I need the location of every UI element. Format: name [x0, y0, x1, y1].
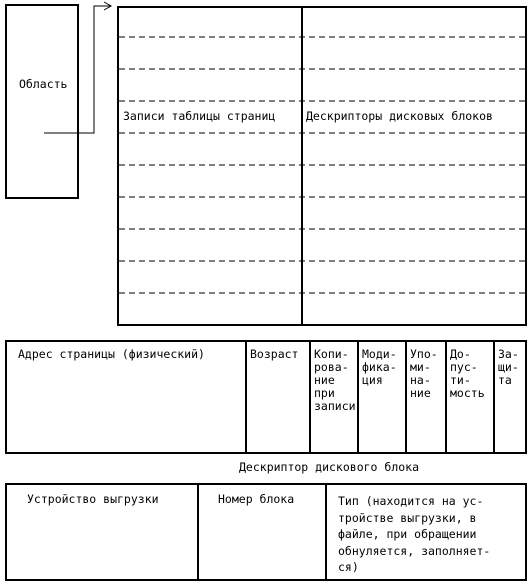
field-line: ние: [410, 386, 431, 400]
field-line: рова-: [314, 360, 349, 374]
field-type: [338, 493, 526, 576]
field-validity: [450, 348, 494, 400]
page-table-entries-label: Записи таблицы страниц: [123, 109, 276, 123]
page-table-box: [118, 7, 526, 325]
field-swap-device: [27, 493, 197, 506]
field-line: ми-: [410, 360, 431, 374]
region-box: [6, 5, 78, 198]
field-modification: [362, 348, 406, 387]
field-line: ти-: [450, 373, 471, 387]
region-label: Область: [19, 77, 68, 91]
field-line: Упо-: [410, 347, 438, 361]
field-line: Тип (находится на ус-: [338, 494, 484, 508]
field-line: та: [498, 373, 512, 387]
field-copy-on-write: [314, 348, 358, 413]
field-age: [250, 348, 310, 361]
field-line: при: [314, 386, 335, 400]
field-line: фика-: [362, 360, 397, 374]
field-line: ция: [362, 373, 383, 387]
field-physical-address: [18, 348, 244, 361]
field-line: файле, при обращении: [338, 527, 477, 541]
field-line: тройстве выгрузки, в: [338, 510, 477, 525]
field-line: Моди-: [362, 347, 397, 361]
field-block-number: [218, 493, 324, 506]
field-line: мость: [450, 386, 485, 400]
field-line: пус-: [450, 360, 478, 374]
field-line: записи: [314, 399, 356, 413]
field-reference: [410, 348, 446, 400]
field-line: на-: [410, 373, 431, 387]
field-protection: [498, 348, 526, 387]
field-line: обнуляется, заполняет-: [338, 543, 491, 558]
disk-descriptor-title: Дескриптор дискового блока: [239, 460, 420, 474]
field-line: Возраст: [250, 347, 299, 361]
field-line: Адрес страницы (физический): [18, 347, 205, 361]
field-line: ние: [314, 373, 335, 387]
page-table-dashed-rows: [119, 37, 525, 293]
field-line: За-: [498, 347, 519, 361]
field-line: Номер блока: [218, 492, 295, 506]
field-line: щи-: [498, 360, 519, 374]
field-line: Копи-: [314, 347, 349, 361]
disk-block-descriptors-label: Дескрипторы дисковых блоков: [306, 109, 493, 123]
field-line: До-: [450, 347, 471, 361]
field-line: Устройство выгрузки: [27, 492, 159, 506]
field-line: ся): [338, 560, 359, 574]
